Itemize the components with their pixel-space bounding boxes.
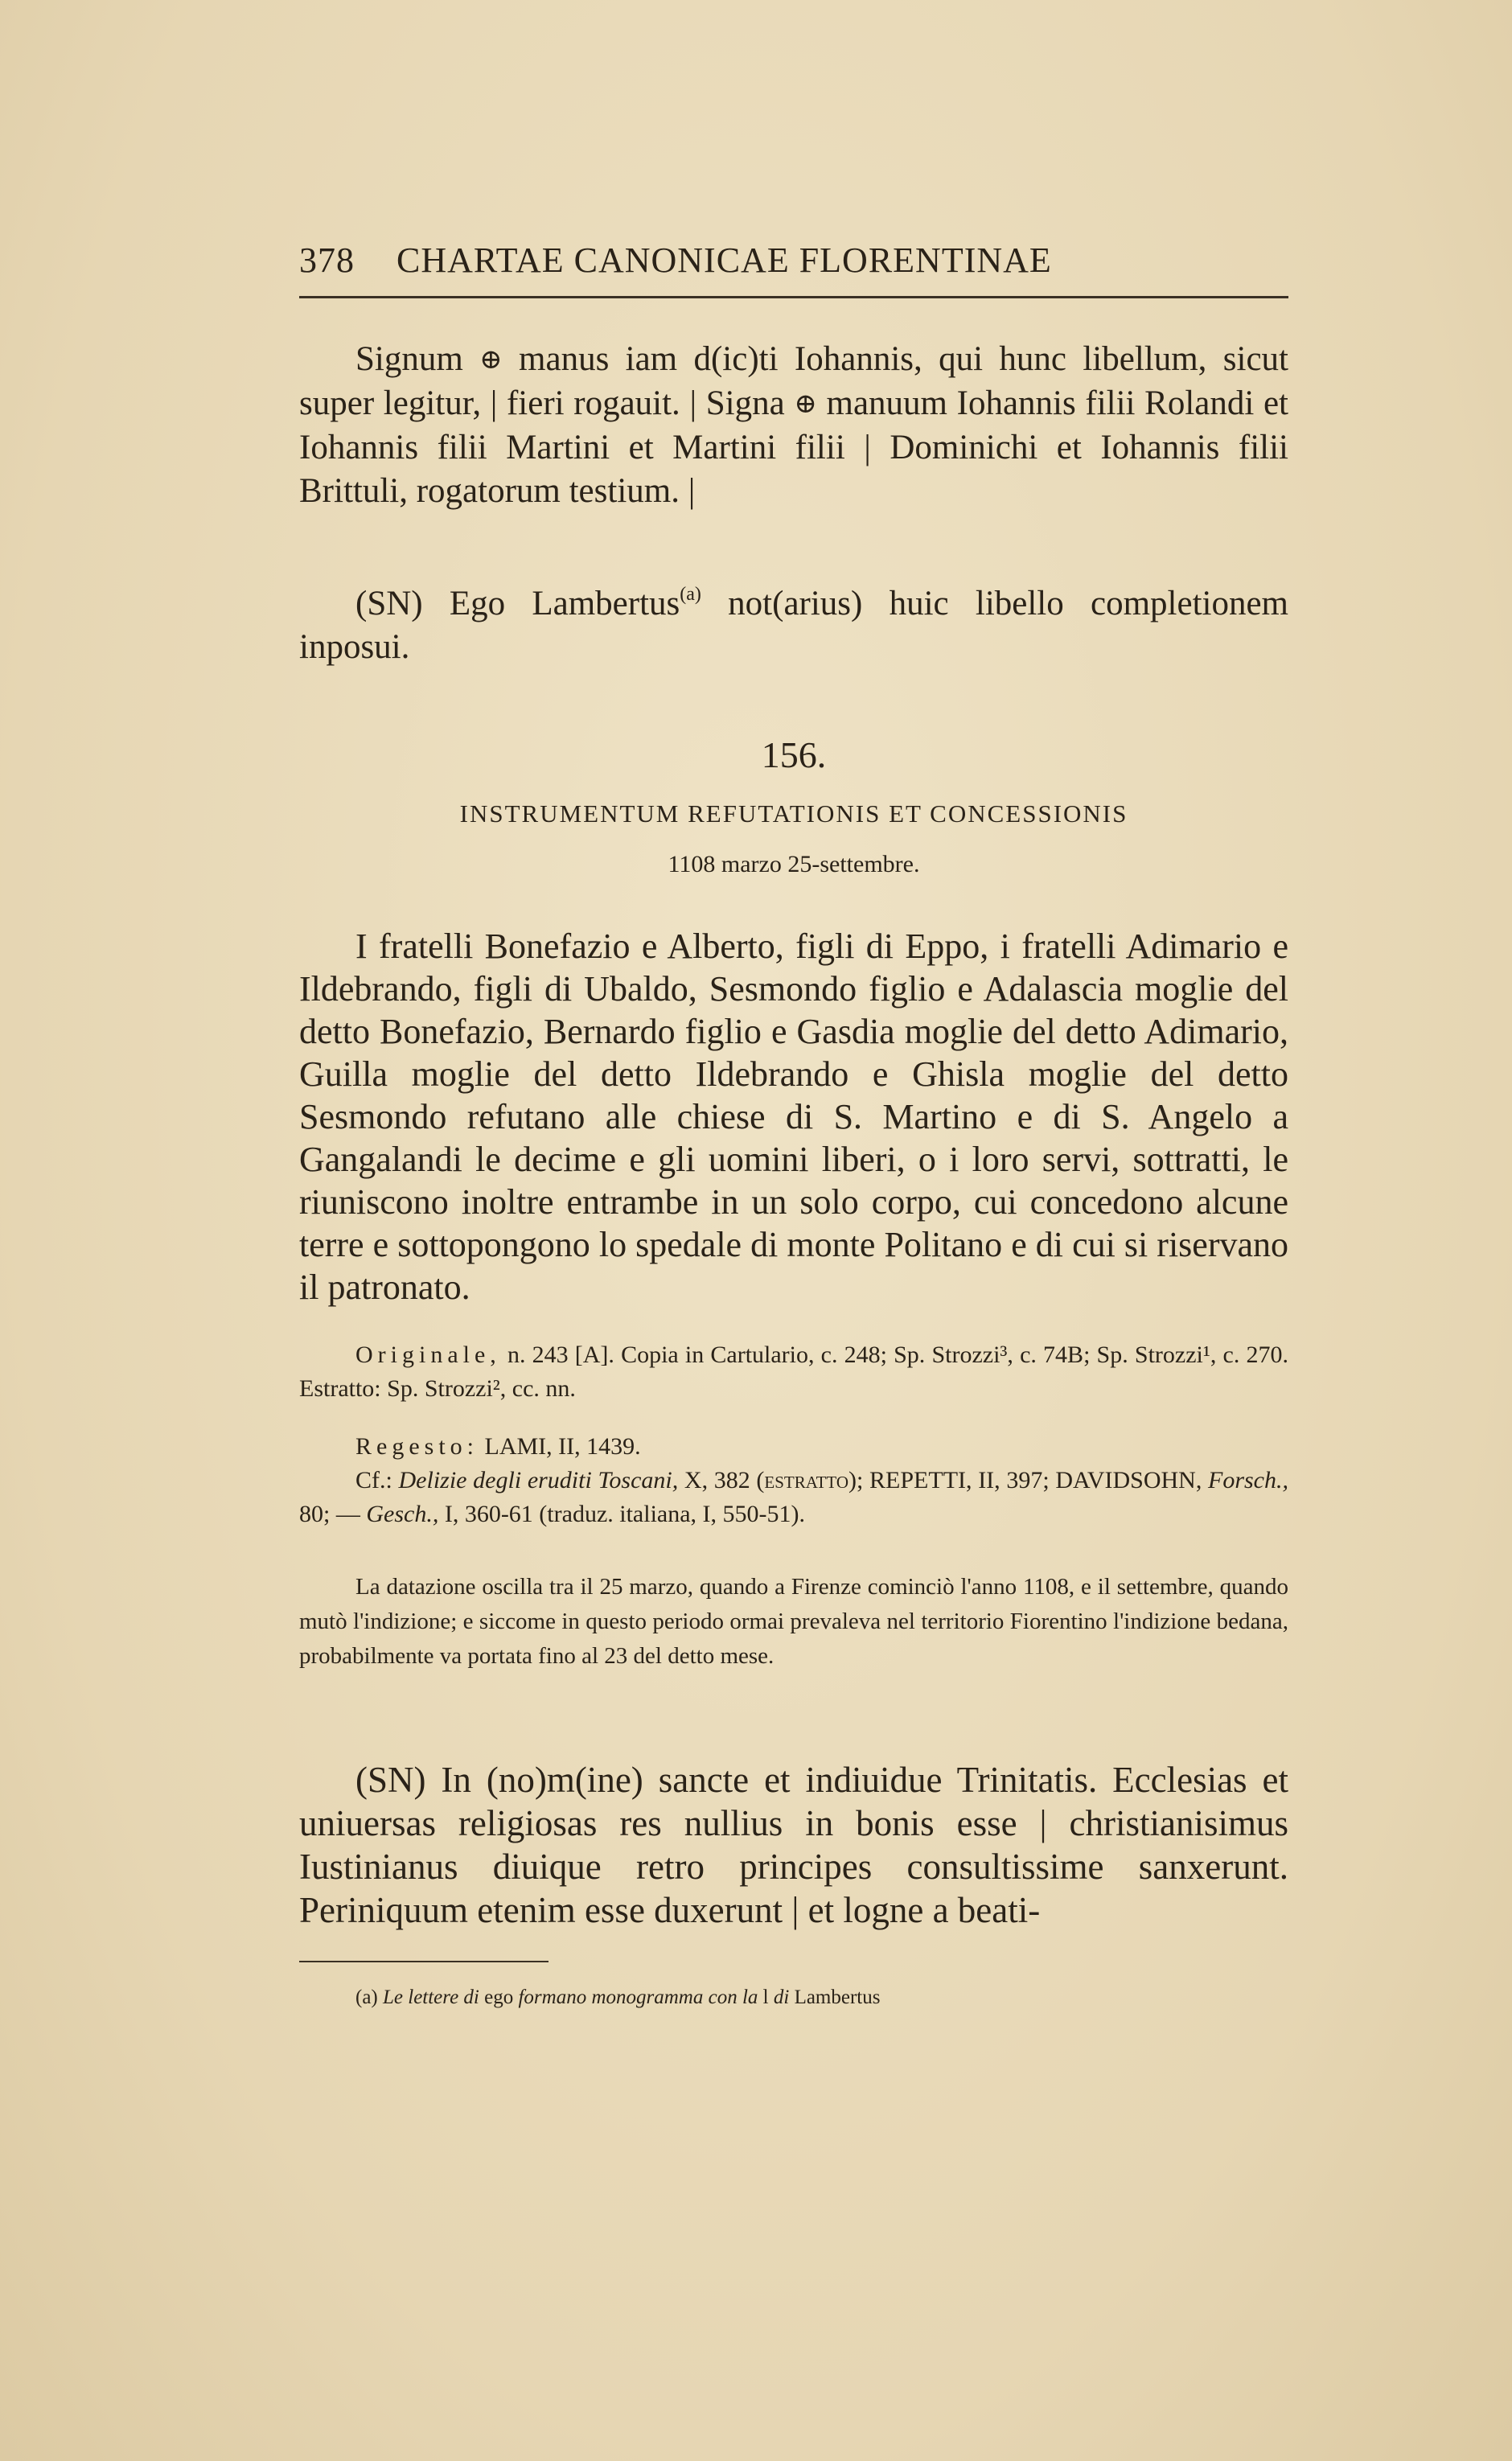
cf-italic-gesch: Gesch., (366, 1501, 439, 1527)
regesto-text: LAMI, II, 1439. (484, 1433, 641, 1460)
document-number: 156. (761, 734, 827, 775)
document-summary: I fratelli Bonefazio e Alberto, figli di Eppo, i fratelli Adimario e Ildebrando, figli di Ubaldo, Sesmondo figlio e Adalascia moglie del detto Bonefazio, Bernardo figlio e Gasdia moglie del detto Adimario, Guilla moglie del detto Ildebrando e Ghisla moglie del detto Sesmondo refutano alle chiese di S. Martino e di S. Angelo a Gangalandi le decime e gli uomini liberi, o i loro servi, sottratti, le riuniscono inoltre entrambe in un solo corpo, cui concedono alcune terre e sottopongono lo spedale di monte Politano e di cui si riservano il patronato. (299, 926, 1288, 1307)
signatures-paragraph (299, 338, 1288, 513)
page-number: 378 (299, 240, 355, 280)
footnote-plain-3: Lambertus (794, 1986, 881, 2008)
dating-note: La datazione oscilla tra il 25 marzo, quando a Firenze cominciò l'anno 1108, e il settembre, quando mutò l'indizione; e siccome in questo periodo ormai prevaleva nel territorio Fiorentino l'indizione bedana, probabilmente va portata fino al 23 del detto mese. (299, 1574, 1288, 1669)
cf-label: Cf.: (355, 1467, 392, 1493)
footnote-rule (299, 1961, 549, 1962)
cf-italic-title: Delizie degli eruditi Toscani, (398, 1467, 679, 1493)
footnote-italic-1: Le lettere di (383, 1986, 479, 2008)
running-head (299, 240, 1288, 281)
document-title: INSTRUMENTUM REFUTATIONIS ET CONCESSIONIS (459, 799, 1128, 828)
cf-row (299, 1464, 1288, 1531)
regesto-label: Regesto: (355, 1433, 479, 1460)
cf-text-1: X, 382 (estratto); REPETTI, II, 397; DAVIDSOHN, (684, 1467, 1202, 1493)
document-date: 1108 marzo 25-settembre. (668, 851, 920, 877)
regesto-row (299, 1430, 1288, 1464)
signa-cross-icon: ⊕ (794, 389, 817, 419)
regesto-note (299, 1430, 1288, 1531)
originale-note (299, 1338, 1288, 1406)
signa-text: Signa (705, 384, 785, 422)
cf-text-2: 80; — (299, 1501, 360, 1527)
footnote-plain-1: ego (484, 1986, 514, 2008)
charter-text: (SN) In (no)m(ine) sancte et indiuidue Trinitatis. Ecclesias et uniuersas religiosas res nullius in bonis esse | christianisimus Iustinianus diuique retro principes consultissime sanxerunt. Periniquum etenim esse duxerunt | et logne a beati- (299, 1760, 1288, 1930)
footnote-plain-2: l (762, 1986, 769, 2008)
header-rule (299, 296, 1288, 298)
footnote (355, 1986, 1288, 2009)
signa-text-cont: manuum Iohannis filii Rolandi et Iohannis filii Martini et Martini filii | Dominichi et Iohannis filii Brittuli, rogatorum testium. | (299, 384, 1288, 510)
originale-label: Originale, (355, 1341, 501, 1368)
notary-text-cont: not(arius) huic libello completionem inposui. (299, 585, 1288, 666)
footnote-italic-3: di (773, 1986, 790, 2008)
signum-cross-icon: ⊕ (479, 345, 503, 375)
footnote-italic-2: formano monogramma con la (518, 1986, 758, 2008)
footnote-mark: (a) (355, 1986, 378, 2008)
signum-text-cont: manus iam d(ic)ti Iohannis, qui hunc libellum, sicut super legitur, | fieri rogauit. | (299, 340, 1288, 422)
notary-text: (SN) Ego Lambertus (355, 585, 680, 622)
cf-text-3: I, 360-61 (traduz. italiana, I, 550-51). (444, 1501, 806, 1527)
cf-italic-forsch: Forsch., (1208, 1467, 1288, 1493)
signum-text: Signum (355, 340, 463, 378)
running-title: CHARTAE CANONICAE FLORENTINAE (396, 240, 1052, 280)
originale-text: n. 243 [A]. Copia in Cartulario, c. 248; Sp. Strozzi³, c. 74B; Sp. Strozzi¹, c. 270. Estratto: Sp. Strozzi², cc. nn. (299, 1341, 1288, 1402)
notary-subscription (299, 573, 1288, 669)
footnote-ref: (a) (680, 584, 701, 605)
